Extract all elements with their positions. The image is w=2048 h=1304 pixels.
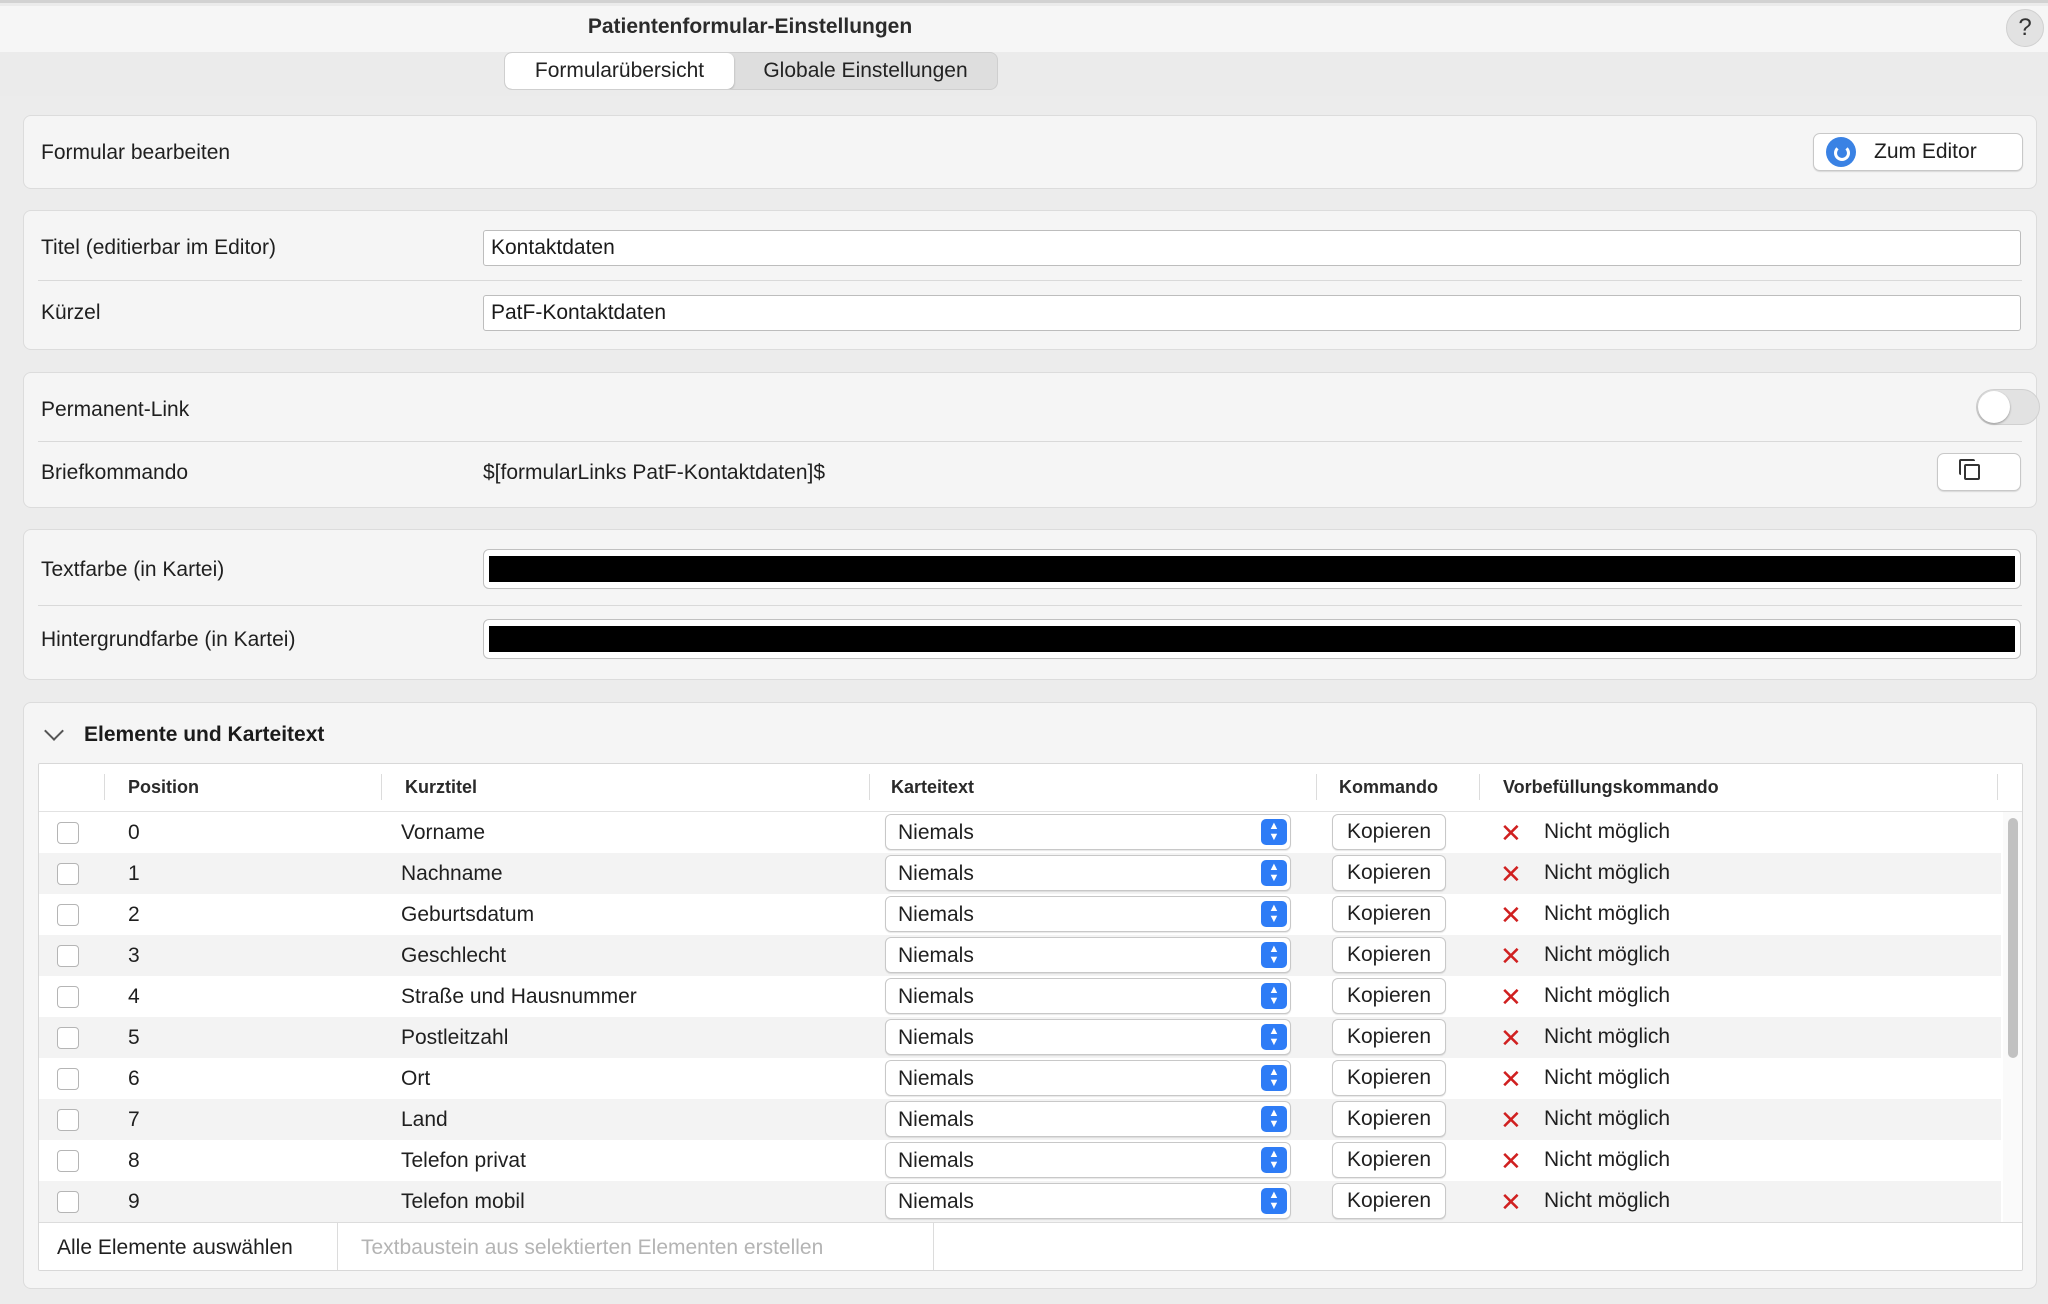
column-separator <box>104 774 105 800</box>
table-body <box>39 812 2001 1222</box>
copy-command-button[interactable] <box>1937 453 2021 491</box>
editor-icon <box>1826 137 1856 167</box>
row-short-title: Telefon privat <box>401 1149 526 1172</box>
row-position: 3 <box>128 944 140 967</box>
row-short-title: Geschlecht <box>401 944 507 967</box>
prefill-status: Nicht möglich <box>1544 1107 1671 1130</box>
table-header <box>39 764 2022 812</box>
table-row[interactable] <box>39 1058 2001 1099</box>
chevron-updown-icon: ▲ ▼ <box>1261 942 1287 968</box>
tab-bar <box>504 52 998 90</box>
row-position: 0 <box>128 821 140 844</box>
divider <box>38 441 2022 442</box>
card-text-select[interactable] <box>885 1019 1291 1055</box>
toggle-knob <box>1978 391 2010 423</box>
column-header-prefill[interactable]: Vorbefüllungskommando <box>1503 777 1719 797</box>
chevron-updown-icon: ▲ ▼ <box>1261 1065 1287 1091</box>
text-color-label: Textfarbe (in Kartei) <box>41 558 225 581</box>
vertical-scrollbar[interactable] <box>2003 812 2023 1222</box>
row-position: 9 <box>128 1190 140 1213</box>
prefill-status: Nicht möglich <box>1544 1189 1671 1212</box>
background-color-label: Hintergrundfarbe (in Kartei) <box>41 628 296 651</box>
text-color-swatch <box>489 556 2015 582</box>
copy-icon <box>1964 464 1980 480</box>
row-short-title: Telefon mobil <box>401 1190 525 1213</box>
row-short-title: Straße und Hausnummer <box>401 985 637 1008</box>
footer-separator <box>337 1223 338 1271</box>
permalink-label: Permanent-Link <box>41 398 190 421</box>
card-text-select-value: Niemals <box>898 1108 974 1131</box>
card-text-select-value: Niemals <box>898 903 974 926</box>
background-color-well[interactable] <box>483 619 2021 659</box>
permalink-toggle[interactable] <box>1976 389 2040 425</box>
copy-button[interactable]: Kopieren <box>1332 855 1446 891</box>
card-text-select-value: Niemals <box>898 985 974 1008</box>
copy-button[interactable]: Kopieren <box>1332 1183 1446 1219</box>
copy-button[interactable]: Kopieren <box>1332 1060 1446 1096</box>
table-footer <box>39 1222 2022 1271</box>
card-text-select[interactable] <box>885 855 1291 891</box>
column-separator <box>1316 774 1317 800</box>
copy-button[interactable]: Kopieren <box>1332 814 1446 850</box>
x-icon: ✕ <box>1500 1064 1522 1094</box>
row-short-title: Postleitzahl <box>401 1026 509 1049</box>
chevron-updown-icon: ▲ ▼ <box>1261 819 1287 845</box>
row-position: 7 <box>128 1108 140 1131</box>
prefill-status: Nicht möglich <box>1544 1148 1671 1171</box>
row-position: 1 <box>128 862 140 885</box>
short-label: Kürzel <box>41 301 101 324</box>
chevron-updown-icon: ▲ ▼ <box>1261 901 1287 927</box>
divider <box>38 605 2022 606</box>
card-text-select[interactable] <box>885 978 1291 1014</box>
row-checkbox[interactable] <box>57 1191 79 1213</box>
to-editor-button[interactable] <box>1813 133 2023 171</box>
scroll-thumb[interactable] <box>2008 818 2018 1058</box>
letter-command-label: Briefkommando <box>41 461 189 484</box>
card-text-select-value: Niemals <box>898 1190 974 1213</box>
column-header-command[interactable]: Kommando <box>1339 777 1438 797</box>
x-icon: ✕ <box>1500 1187 1522 1217</box>
row-position: 6 <box>128 1067 140 1090</box>
links-card <box>23 372 2037 508</box>
copy-button[interactable]: Kopieren <box>1332 1101 1446 1137</box>
card-text-select[interactable] <box>885 896 1291 932</box>
card-text-select[interactable] <box>885 814 1291 850</box>
column-separator <box>869 774 870 800</box>
chevron-down-icon[interactable] <box>44 721 64 741</box>
column-separator <box>1479 774 1480 800</box>
row-checkbox[interactable] <box>57 1150 79 1172</box>
title-input[interactable] <box>483 230 2021 266</box>
chevron-updown-icon: ▲ ▼ <box>1261 860 1287 886</box>
form-fields-card <box>23 210 2037 350</box>
edit-form-label: Formular bearbeiten <box>41 141 231 164</box>
prefill-status: Nicht möglich <box>1544 861 1671 884</box>
table-row[interactable] <box>39 812 2001 853</box>
column-separator <box>381 774 382 800</box>
row-checkbox[interactable] <box>57 822 79 844</box>
row-checkbox[interactable] <box>57 863 79 885</box>
x-icon: ✕ <box>1500 1105 1522 1135</box>
title-bar <box>0 0 2048 96</box>
colors-card <box>23 529 2037 680</box>
row-short-title: Vorname <box>401 821 486 844</box>
divider <box>38 280 2022 281</box>
to-editor-button-label: Zum Editor <box>1874 140 1977 163</box>
prefill-status: Nicht möglich <box>1544 1066 1671 1089</box>
table-row[interactable] <box>39 935 2001 976</box>
row-checkbox[interactable] <box>57 1068 79 1090</box>
select-all-button[interactable]: Alle Elemente auswählen <box>57 1236 293 1259</box>
column-header-card-text[interactable]: Karteitext <box>891 777 975 797</box>
table-row[interactable] <box>39 1099 2001 1140</box>
chevron-updown-icon: ▲ ▼ <box>1261 1147 1287 1173</box>
row-checkbox[interactable] <box>57 986 79 1008</box>
x-icon: ✕ <box>1500 1146 1522 1176</box>
prefill-status: Nicht möglich <box>1544 902 1671 925</box>
create-snippet-button[interactable]: Textbaustein aus selektierten Elementen erstellen <box>361 1236 824 1259</box>
x-icon: ✕ <box>1500 818 1522 848</box>
copy-button[interactable]: Kopieren <box>1332 1142 1446 1178</box>
column-header-position[interactable]: Position <box>128 777 199 797</box>
edit-form-card <box>23 115 2037 189</box>
help-button[interactable]: ? <box>2006 9 2044 47</box>
card-text-select[interactable] <box>885 1142 1291 1178</box>
row-position: 5 <box>128 1026 140 1049</box>
row-checkbox[interactable] <box>57 1109 79 1131</box>
x-icon: ✕ <box>1500 982 1522 1012</box>
copy-button[interactable]: Kopieren <box>1332 896 1446 932</box>
row-checkbox[interactable] <box>57 945 79 967</box>
letter-command-value: $[formularLinks PatF-Kontaktdaten]$ <box>483 461 826 484</box>
footer-separator <box>933 1223 934 1271</box>
x-icon: ✕ <box>1500 859 1522 889</box>
text-color-well[interactable] <box>483 549 2021 589</box>
copy-button[interactable]: Kopieren <box>1332 937 1446 973</box>
x-icon: ✕ <box>1500 941 1522 971</box>
row-short-title: Nachname <box>401 862 503 885</box>
copy-button[interactable]: Kopieren <box>1332 978 1446 1014</box>
card-text-select-value: Niemals <box>898 821 974 844</box>
elements-table <box>38 763 2023 1271</box>
x-icon: ✕ <box>1500 900 1522 930</box>
row-short-title: Ort <box>401 1067 431 1090</box>
elements-section-title: Elemente und Karteitext <box>84 723 325 746</box>
table-row[interactable] <box>39 894 2001 935</box>
column-header-short-title[interactable]: Kurztitel <box>405 777 477 797</box>
card-text-select-value: Niemals <box>898 944 974 967</box>
table-row[interactable] <box>39 1181 2001 1222</box>
card-text-select-value: Niemals <box>898 1067 974 1090</box>
prefill-status: Nicht möglich <box>1544 820 1671 843</box>
tab-global-settings[interactable]: Globale Einstellungen <box>763 59 968 82</box>
chevron-updown-icon: ▲ ▼ <box>1261 1188 1287 1214</box>
prefill-status: Nicht möglich <box>1544 984 1671 1007</box>
card-text-select[interactable] <box>885 937 1291 973</box>
prefill-status: Nicht möglich <box>1544 1025 1671 1048</box>
short-input[interactable] <box>483 295 2021 331</box>
x-icon: ✕ <box>1500 1023 1522 1053</box>
card-text-select[interactable] <box>885 1183 1291 1219</box>
table-row[interactable] <box>39 1140 2001 1181</box>
elements-card <box>23 702 2037 1289</box>
chevron-updown-icon: ▲ ▼ <box>1261 1106 1287 1132</box>
row-short-title: Geburtsdatum <box>401 903 535 926</box>
title-label: Titel (editierbar im Editor) <box>41 236 276 259</box>
chevron-updown-icon: ▲ ▼ <box>1261 1024 1287 1050</box>
row-short-title: Land <box>401 1108 448 1131</box>
row-position: 4 <box>128 985 140 1008</box>
row-position: 2 <box>128 903 140 926</box>
table-row[interactable] <box>39 1017 2001 1058</box>
background-color-swatch <box>489 626 2015 652</box>
row-position: 8 <box>128 1149 140 1172</box>
window-title: Patientenformular-Einstellungen <box>587 15 913 38</box>
card-text-select-value: Niemals <box>898 862 974 885</box>
row-checkbox[interactable] <box>57 1027 79 1049</box>
column-separator <box>1997 774 1998 800</box>
table-row[interactable] <box>39 976 2001 1017</box>
card-text-select[interactable] <box>885 1060 1291 1096</box>
copy-button[interactable]: Kopieren <box>1332 1019 1446 1055</box>
card-text-select[interactable] <box>885 1101 1291 1137</box>
row-checkbox[interactable] <box>57 904 79 926</box>
prefill-status: Nicht möglich <box>1544 943 1671 966</box>
card-text-select-value: Niemals <box>898 1026 974 1049</box>
table-row[interactable] <box>39 853 2001 894</box>
tab-form-overview[interactable]: Formularübersicht <box>505 53 734 89</box>
card-text-select-value: Niemals <box>898 1149 974 1172</box>
chevron-updown-icon: ▲ ▼ <box>1261 983 1287 1009</box>
